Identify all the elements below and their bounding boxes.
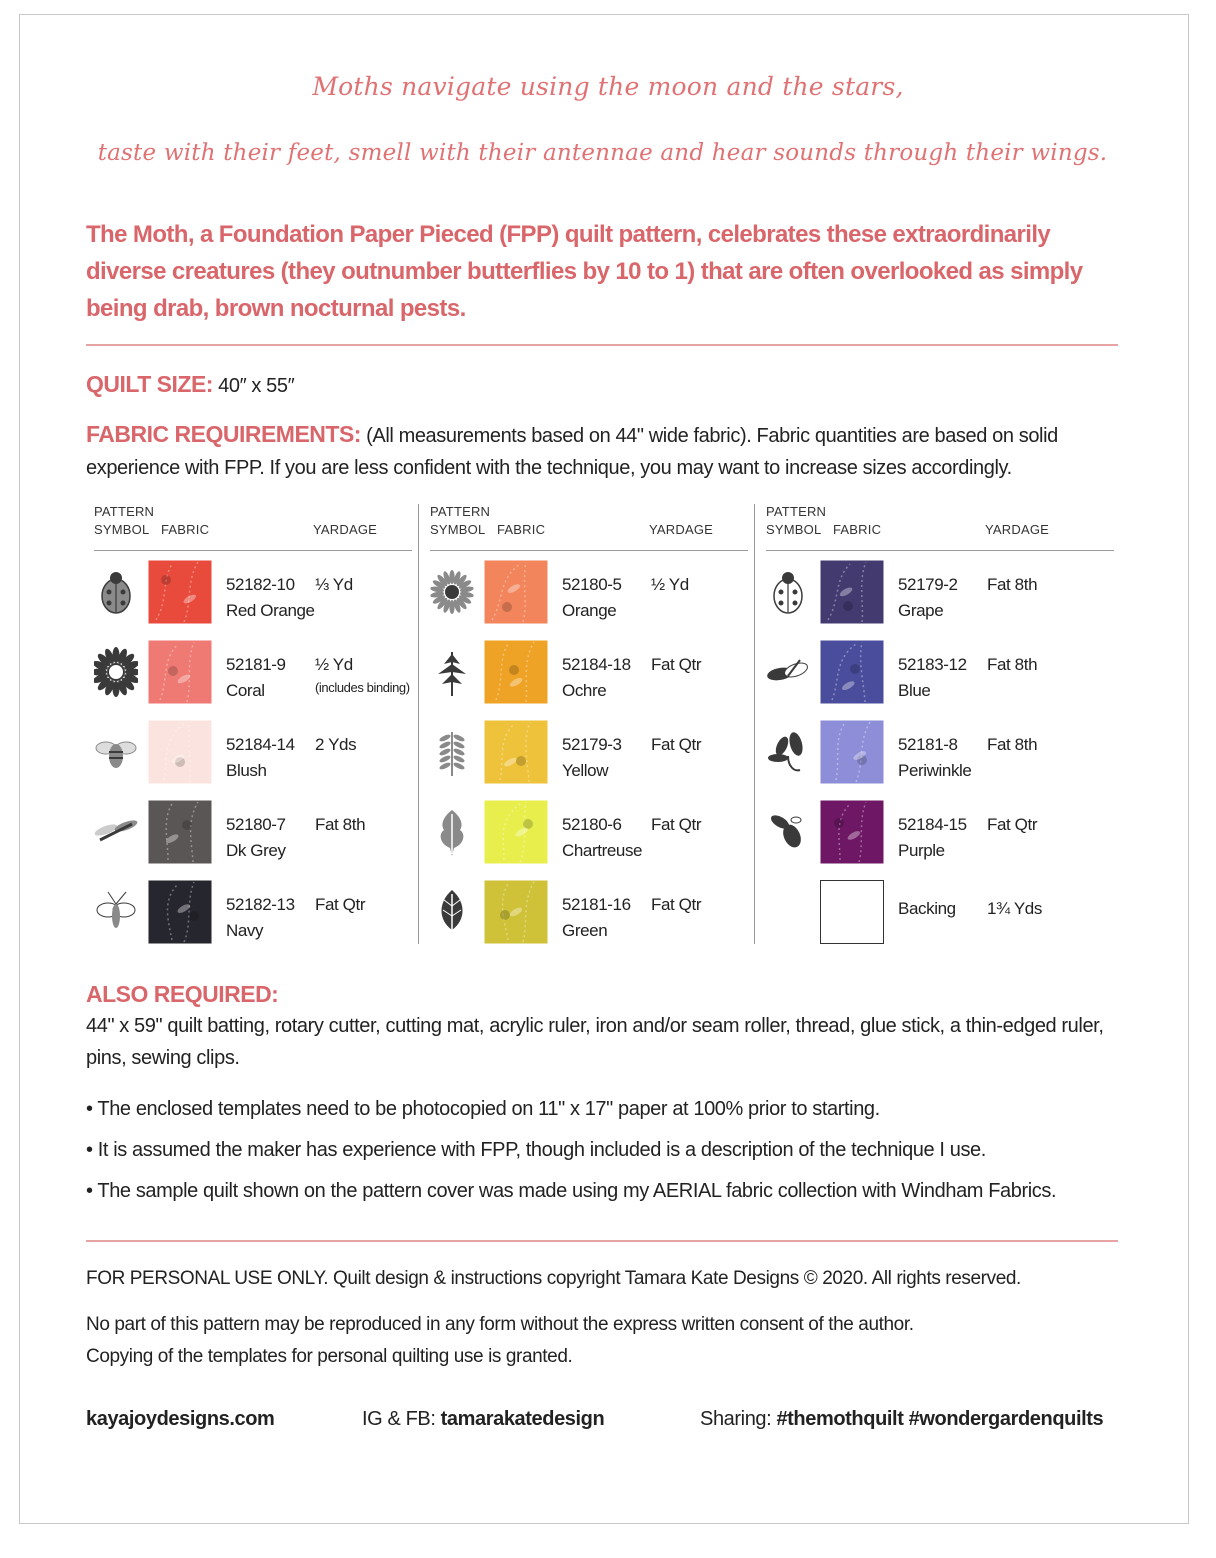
fabric-code: 52182-13	[226, 895, 295, 914]
fabric-color-name: Periwinkle	[898, 761, 972, 780]
fabric-code: 52184-14	[226, 735, 295, 754]
moth-icon	[766, 726, 810, 778]
fabric-swatch	[820, 640, 884, 704]
leaf-icon	[430, 886, 474, 938]
fabric-yardage: Fat Qtr	[651, 815, 702, 834]
fabric-yardage: Fat Qtr	[651, 895, 702, 914]
fabric-code: 52180-5	[562, 575, 622, 594]
fabric-code: 52180-6	[562, 815, 622, 834]
also-required	[86, 978, 1126, 1074]
yardage-note: (includes binding)	[315, 680, 410, 695]
fabric-name	[898, 732, 971, 784]
intro-paragraph: The Moth, a Foundation Paper Pieced (FPP) quilt pattern, celebrates these extraordinarily diverse creatures (they outnumber butterflies by 10 to 1) that are often overlooked as simply being drab, brown nocturnal pests.	[86, 221, 1083, 322]
fabric-swatch	[484, 640, 548, 704]
header-yardage: YARDAGE	[985, 522, 1050, 537]
fabric-yardage: Fat 8th	[987, 575, 1038, 594]
sharing-tags: Sharing: #themothquilt #wondergardenquilts	[700, 1408, 1104, 1430]
fabric-swatch	[484, 720, 548, 784]
fabric-name	[562, 572, 622, 624]
header-yardage: YARDAGE	[649, 522, 714, 537]
fabric-swatch	[148, 640, 212, 704]
fabric-swatch	[484, 880, 548, 944]
oak-leaf-icon	[430, 806, 474, 858]
divider-bottom	[86, 1240, 1118, 1242]
fabric-requirements-text: (All measurements based on 44" wide fabric). Fabric quantities are based on solid experience with FPP. If you are less confident with the technique, you may want to increase sizes accordingly.	[86, 425, 1058, 479]
also-required-text: 44" x 59" quilt batting, rotary cutter, cutting mat, acrylic ruler, iron and/or seam roller, thread, glue stick, a thin-edged ruler, pins, sewing clips.	[86, 1015, 1104, 1069]
fabric-yardage: Fat Qtr	[987, 815, 1038, 834]
fabric-code: 52180-7	[226, 815, 286, 834]
bee-icon	[94, 726, 138, 778]
fabric-code: 52181-9	[226, 655, 286, 674]
fabric-yardage: ½ Yd (includes binding)	[315, 652, 410, 698]
header-pattern-symbol: PATTERN SYMBOL	[430, 504, 491, 537]
fabric-requirements	[86, 418, 1126, 484]
table-header-rule	[430, 550, 748, 551]
fern-icon	[430, 726, 474, 778]
social-handle-link[interactable]: tamarakatedesign	[440, 1408, 605, 1430]
fabric-name	[898, 896, 956, 922]
fabric-code: 52181-8	[898, 735, 958, 754]
fabric-color-name: Coral	[226, 681, 265, 700]
beetle-icon	[766, 566, 810, 618]
hashtags: #themothquilt #wondergardenquilts	[776, 1408, 1104, 1430]
notes-list	[86, 1098, 1126, 1221]
header-pattern-symbol: PATTERN SYMBOL	[766, 504, 827, 537]
fabric-color-name: Dk Grey	[226, 841, 286, 860]
fabric-color-name: Navy	[226, 921, 264, 940]
fabric-name	[898, 812, 967, 864]
fabric-code: 52179-2	[898, 575, 958, 594]
butterfly-icon	[766, 646, 810, 698]
fabric-swatch	[148, 880, 212, 944]
note-item: • The enclosed templates need to be photocopied on 11" x 17" paper at 100% prior to starting.	[86, 1098, 880, 1120]
fabric-color-name: Grape	[898, 601, 944, 620]
header-pattern-symbol: PATTERN SYMBOL	[94, 504, 155, 537]
fabric-color-name: Green	[562, 921, 608, 940]
column-divider	[418, 504, 419, 944]
fabric-color-name: Purple	[898, 841, 945, 860]
fabric-yardage: Fat Qtr	[315, 895, 366, 914]
fabric-name	[562, 732, 622, 784]
ladybug-icon	[94, 566, 138, 618]
fabric-swatch	[148, 800, 212, 864]
social-handle: IG & FB: tamarakatedesign	[362, 1408, 605, 1430]
website-link[interactable]: kayajoydesigns.com	[86, 1408, 275, 1430]
fabric-yardage: Fat 8th	[987, 735, 1038, 754]
fabric-color-name: Blush	[226, 761, 267, 780]
firefly-icon	[94, 886, 138, 938]
fabric-name	[226, 572, 315, 624]
fabric-code: 52181-16	[562, 895, 631, 914]
fabric-color-name: Ochre	[562, 681, 607, 700]
header-yardage: YARDAGE	[313, 522, 378, 537]
fabric-name	[562, 652, 631, 704]
fabric-yardage: Fat 8th	[315, 815, 366, 834]
reproduction-text: No part of this pattern may be reproduced in any form without the express written consent of the author.	[86, 1314, 914, 1335]
leaf-sprig-icon	[430, 646, 474, 698]
fabric-swatch	[820, 880, 884, 944]
fabric-yardage: 1¾ Yds	[987, 899, 1042, 918]
fabric-code: 52184-15	[898, 815, 967, 834]
fabric-swatch	[484, 800, 548, 864]
fabric-yardage: Fat Qtr	[651, 735, 702, 754]
fabric-color-name: Orange	[562, 601, 617, 620]
sunflower-icon	[94, 646, 138, 698]
dragonfly-icon	[94, 806, 138, 858]
fabric-yardage: ½ Yd	[651, 575, 689, 594]
column-divider	[754, 504, 755, 944]
header-fabric: FABRIC	[833, 522, 882, 537]
fabric-name	[226, 812, 286, 864]
flower-icon	[430, 566, 474, 618]
header-fabric: FABRIC	[497, 522, 546, 537]
fabric-code: 52183-12	[898, 655, 967, 674]
fabric-name	[562, 892, 631, 944]
quilt-size-label: QUILT SIZE:	[86, 371, 213, 397]
templates-permission-text: Copying of the templates for personal quilting use is granted.	[86, 1346, 573, 1367]
fabric-color-name: Backing	[898, 899, 956, 918]
fabric-name	[226, 892, 295, 944]
fabric-swatch	[148, 720, 212, 784]
table-header-rule	[766, 550, 1114, 551]
fabric-swatch	[484, 560, 548, 624]
fabric-code: 52182-10	[226, 575, 295, 594]
fabric-swatch	[820, 560, 884, 624]
tagline-line-1: Moths navigate using the moon and the stars,	[312, 72, 904, 101]
divider-top	[86, 344, 1118, 346]
fabric-swatch	[148, 560, 212, 624]
fabric-name	[898, 652, 967, 704]
fabric-color-name: Blue	[898, 681, 931, 700]
tagline-line-2: taste with their feet, smell with their antennae and hear sounds through their wings.	[97, 140, 1108, 166]
fabric-name	[562, 812, 642, 864]
fabric-color-name: Chartreuse	[562, 841, 643, 860]
fabric-name	[898, 572, 958, 624]
fabric-color-name: Yellow	[562, 761, 609, 780]
fabric-name	[226, 652, 286, 704]
note-item: • The sample quilt shown on the pattern cover was made using my AERIAL fabric collection with Windham Fabrics.	[86, 1180, 1057, 1202]
fabric-yardage: Fat Qtr	[651, 655, 702, 674]
also-required-label: ALSO REQUIRED:	[86, 981, 279, 1007]
fabric-swatch	[820, 800, 884, 864]
quilt-size-value: 40″ x 55″	[218, 375, 295, 397]
wasp-icon	[766, 806, 810, 858]
fabric-requirements-label: FABRIC REQUIREMENTS:	[86, 421, 361, 447]
fabric-code: 52184-18	[562, 655, 631, 674]
fabric-name	[226, 732, 295, 784]
table-header-rule	[94, 550, 412, 551]
fabric-yardage: ⅓ Yd	[315, 575, 353, 594]
fabric-yardage: 2 Yds	[315, 735, 357, 754]
fabric-code: 52179-3	[562, 735, 622, 754]
header-fabric: FABRIC	[161, 522, 210, 537]
quilt-size	[86, 368, 1126, 402]
fabric-yardage: Fat 8th	[987, 655, 1038, 674]
fabric-color-name: Red Orange	[226, 601, 315, 620]
fabric-swatch	[820, 720, 884, 784]
note-item: • It is assumed the maker has experience with FPP, though included is a description of the technique I use.	[86, 1139, 986, 1161]
copyright-text: FOR PERSONAL USE ONLY. Quilt design & instructions copyright Tamara Kate Designs © 2020. All rights reserved.	[86, 1268, 1021, 1289]
